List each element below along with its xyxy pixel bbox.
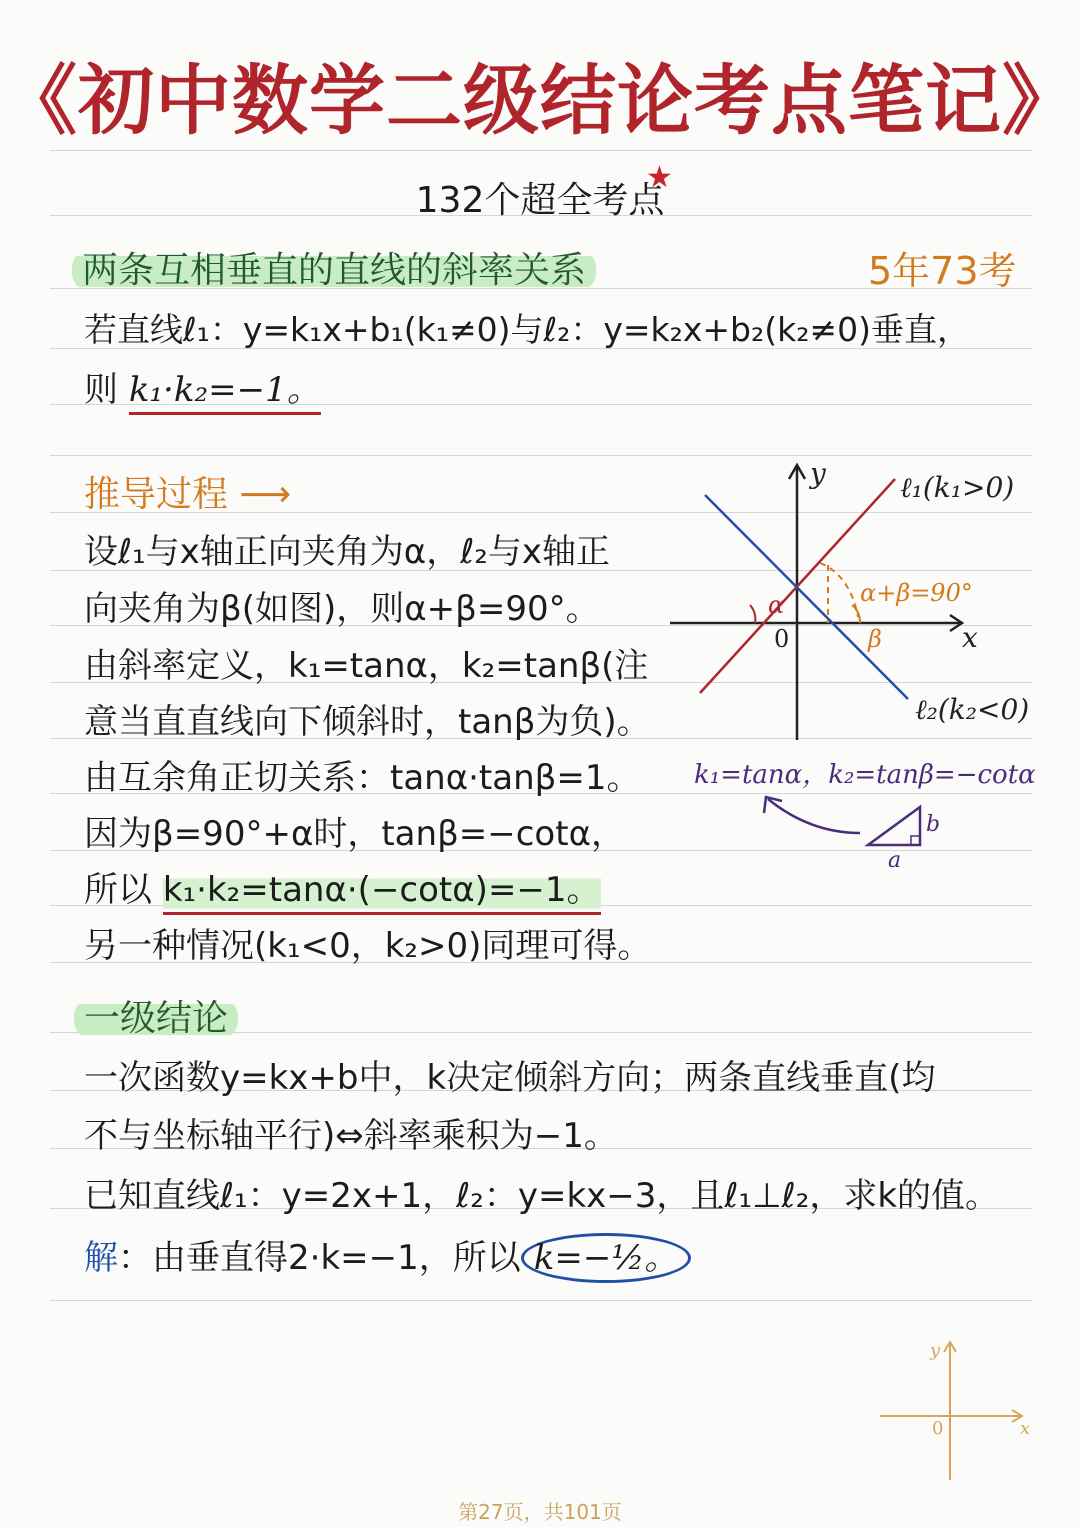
conclusion-prefix: 所以	[84, 870, 152, 910]
solution-label: 解	[84, 1238, 118, 1278]
solution-text: ：由垂直得2·k=−1，所以	[118, 1238, 521, 1278]
derivation-conclusion	[84, 862, 601, 911]
relation-label: k₁=tanα，k₂=tanβ=−cotα	[694, 760, 1036, 790]
derivation-line: 设ℓ₁与x轴正向夹角为α，ℓ₂与x轴正	[84, 532, 611, 572]
triangle-side-b: b	[926, 812, 941, 837]
ruled-line	[50, 1300, 1032, 1301]
solution-answer: k=−½。	[521, 1233, 692, 1283]
dashed-angle-arc	[820, 563, 858, 617]
x-axis-label: x	[962, 621, 978, 654]
mini-origin-label: 0	[932, 1418, 944, 1439]
derivation-heading: 推导过程 ⟶	[84, 474, 292, 515]
level1-line: 一次函数y=kx+b中，k决定倾斜方向；两条直线垂直(均	[84, 1058, 936, 1098]
key-formula: k₁·k₂=−1。	[129, 370, 321, 415]
origin-label: 0	[774, 625, 790, 653]
ruled-line	[50, 150, 1032, 151]
statement-conclusion	[84, 362, 321, 411]
curved-arrow	[768, 799, 860, 833]
statement-line: 若直线ℓ₁：y=k₁x+b₁(k₁≠0)与ℓ₂：y=k₂x+b₂(k₂≠0)垂直，	[84, 310, 970, 349]
beta-label: β	[868, 625, 882, 653]
derivation-line: 向夹角为β(如图)，则α+β=90°。	[84, 589, 600, 629]
conclusion-formula: k₁·k₂=tanα·(−cotα)=−1。	[163, 870, 601, 915]
l1-label: ℓ₁(k₁>0)	[900, 471, 1015, 504]
y-axis-label: y	[810, 457, 826, 490]
alpha-arc	[750, 605, 755, 623]
section-heading-text: 两条互相垂直的直线的斜率关系	[72, 250, 596, 291]
example-question: 已知直线ℓ₁：y=2x+1，ℓ₂：y=kx−3，且ℓ₁⊥ℓ₂，求k的值。	[84, 1176, 1000, 1216]
mini-y-label: y	[930, 1340, 941, 1361]
right-triangle	[868, 807, 920, 845]
mini-axes-doodle	[870, 1330, 1040, 1490]
triangle-side-a: a	[888, 848, 902, 873]
alpha-label: α	[768, 591, 785, 619]
l2-label: ℓ₂(k₂<0)	[915, 693, 1030, 726]
derivation-line: 意当直直线向下倾斜时，tanβ为负)。	[84, 702, 651, 742]
derivation-line: 由斜率定义，k₁=tanα，k₂=tanβ(注	[84, 646, 649, 686]
mini-x-label: x	[1020, 1418, 1031, 1439]
section-heading	[72, 242, 596, 293]
derivation-line: 因为β=90°+α时，tanβ=−cotα，	[84, 814, 625, 854]
derivation-line: 另一种情况(k₁<0，k₂>0)同理可得。	[84, 926, 652, 966]
perpendicular-lines-diagram	[660, 455, 1060, 875]
star-icon: ★	[646, 160, 673, 195]
derivation-line: 由互余角正切关系：tanα·tanβ=1。	[84, 758, 641, 798]
level1-line: 不与坐标轴平行)⇔斜率乘积为−1。	[84, 1116, 618, 1156]
page-subtitle: 132个超全考点	[415, 180, 665, 221]
curved-arrow-head	[764, 797, 782, 813]
level1-heading	[74, 990, 238, 1041]
example-solution	[84, 1230, 691, 1279]
level1-heading-text: 一级结论	[74, 998, 238, 1039]
statement-prefix: 则	[84, 370, 118, 410]
page-title: 《初中数学二级结论考点笔记》	[1, 56, 1079, 145]
page-footer: 第27页，共101页	[458, 1500, 622, 1524]
right-angle-mark	[911, 836, 920, 845]
exam-frequency: 5年73考	[868, 249, 1017, 293]
angle-sum-label: α+β=90°	[860, 579, 973, 607]
